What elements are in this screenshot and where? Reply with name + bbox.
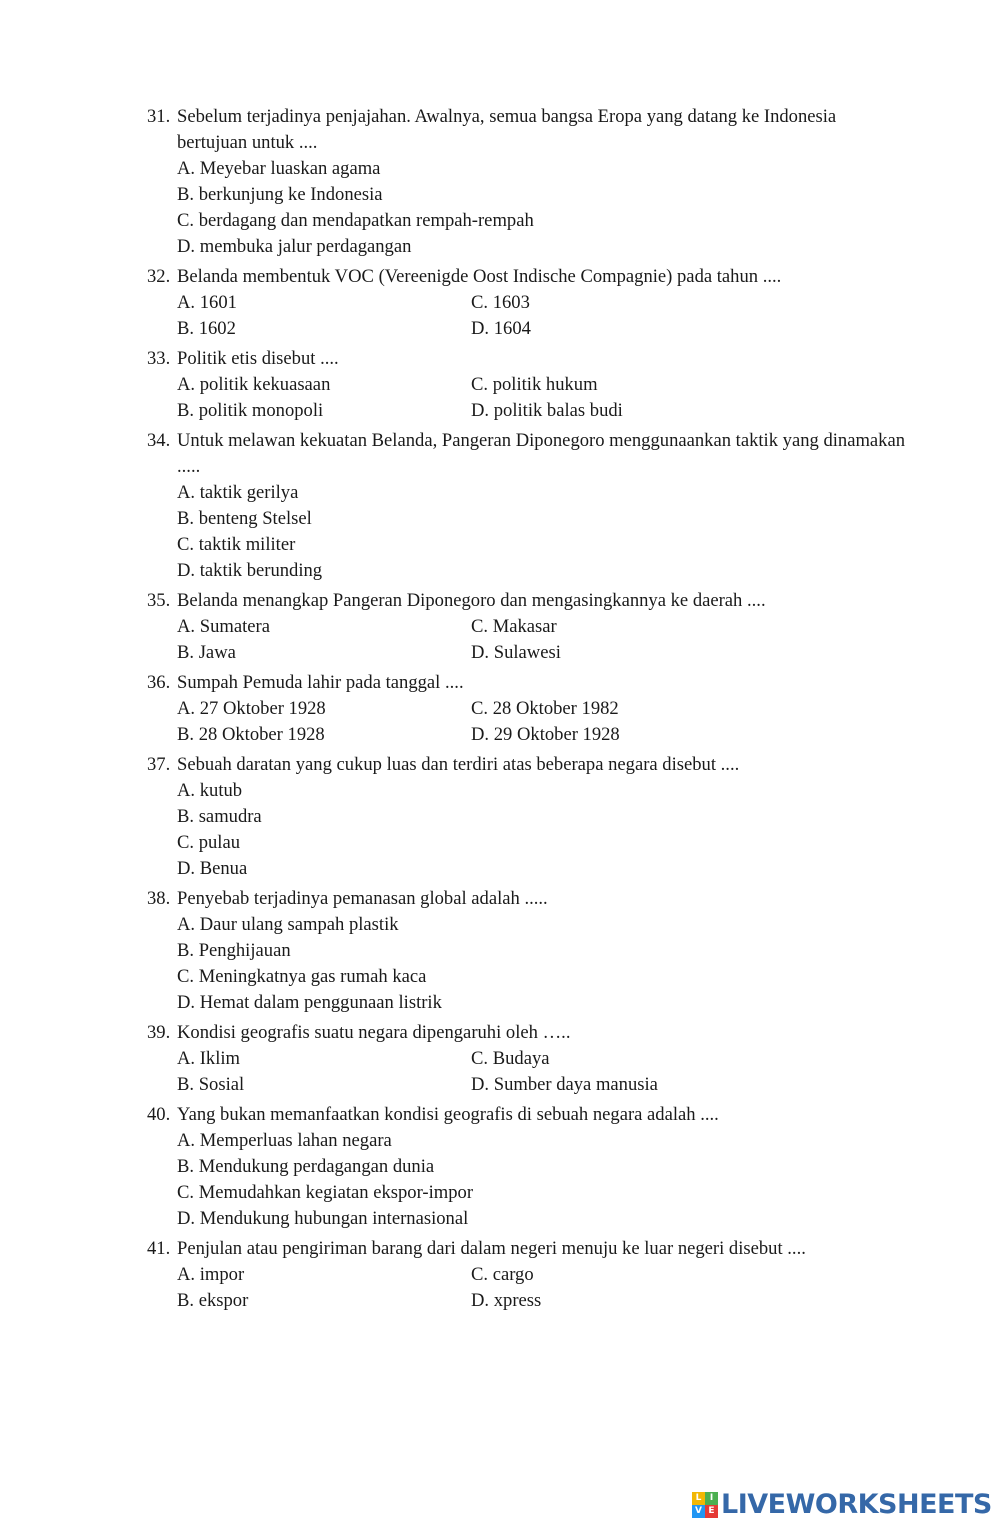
answer-option[interactable]: A. Sumatera	[177, 616, 270, 637]
answer-option[interactable]: B. Sosial	[177, 1074, 245, 1095]
answer-options	[147, 912, 907, 1016]
answer-option[interactable]: B. benteng Stelsel	[177, 508, 312, 529]
answer-option[interactable]: C. taktik militer	[177, 534, 296, 555]
answer-option[interactable]: D. politik balas budi	[471, 400, 623, 421]
answer-option[interactable]: C. Meningkatnya gas rumah kaca	[177, 966, 427, 987]
question-number: 40.	[147, 1104, 171, 1125]
question-text: Belanda menangkap Pangeran Diponegoro dan mengasingkannya ke daerah ....	[177, 590, 766, 611]
answer-options	[147, 778, 907, 882]
answer-options	[147, 1046, 907, 1098]
liveworksheets-footer	[692, 1488, 992, 1522]
question-text: Kondisi geografis suatu negara dipengaruhi oleh …..	[177, 1022, 571, 1043]
liveworksheets-logo-icon	[692, 1492, 718, 1518]
answer-option[interactable]: C. Memudahkan kegiatan ekspor-impor	[177, 1182, 474, 1203]
question-32	[147, 264, 907, 346]
question-stem	[147, 1102, 907, 1128]
answer-option[interactable]: B. samudra	[177, 806, 262, 827]
answer-option[interactable]: A. 27 Oktober 1928	[177, 698, 326, 719]
answer-option[interactable]: D. xpress	[471, 1290, 542, 1311]
answer-option[interactable]: C. Makasar	[471, 616, 557, 637]
question-text: Yang bukan memanfaatkan kondisi geografis di sebuah negara adalah ....	[177, 1104, 719, 1125]
question-41	[147, 1236, 907, 1318]
answer-option[interactable]: C. politik hukum	[471, 374, 598, 395]
question-number: 32.	[147, 266, 171, 287]
answer-option[interactable]: C. 28 Oktober 1982	[471, 698, 619, 719]
question-stem	[147, 1236, 907, 1262]
answer-option[interactable]: D. 1604	[471, 318, 531, 339]
question-number: 38.	[147, 888, 171, 909]
question-33	[147, 346, 907, 428]
question-stem	[147, 670, 907, 696]
answer-option[interactable]: B. ekspor	[177, 1290, 249, 1311]
question-text: Belanda membentuk VOC (Vereenigde Oost Indische Compagnie) pada tahun ....	[177, 266, 782, 287]
answer-option[interactable]: B. Penghijauan	[177, 940, 291, 961]
answer-option[interactable]: A. 1601	[177, 292, 237, 313]
answer-options	[147, 290, 907, 342]
question-text: Untuk melawan kekuatan Belanda, Pangeran Diponegoro menggunaankan taktik yang dinamakan .....	[177, 430, 906, 477]
question-stem	[147, 1020, 907, 1046]
answer-option[interactable]: A. taktik gerilya	[177, 482, 299, 503]
answer-option[interactable]: B. Mendukung perdagangan dunia	[177, 1156, 435, 1177]
logo-letter: E	[705, 1505, 718, 1518]
question-number: 31.	[147, 106, 171, 127]
answer-option[interactable]: A. kutub	[177, 780, 243, 801]
question-number: 35.	[147, 590, 171, 611]
answer-options	[147, 1128, 907, 1232]
brand-name: LIVEWORKSHEETS	[721, 1489, 992, 1520]
question-number: 36.	[147, 672, 171, 693]
answer-option[interactable]: B. berkunjung ke Indonesia	[177, 184, 383, 205]
question-text: Penyebab terjadinya pemanasan global adalah .....	[177, 888, 548, 909]
worksheet	[147, 104, 907, 1318]
answer-options	[147, 614, 907, 666]
answer-option[interactable]: A. impor	[177, 1264, 245, 1285]
answer-option[interactable]: B. Jawa	[177, 642, 236, 663]
answer-option[interactable]: C. Budaya	[471, 1048, 550, 1069]
question-34	[147, 428, 907, 588]
answer-option[interactable]: B. politik monopoli	[177, 400, 324, 421]
question-stem	[147, 752, 907, 778]
question-stem	[147, 264, 907, 290]
question-stem	[147, 886, 907, 912]
answer-options	[147, 480, 907, 584]
answer-option[interactable]: D. Mendukung hubungan internasional	[177, 1208, 469, 1229]
question-text: Sebelum terjadinya penjajahan. Awalnya, semua bangsa Eropa yang datang ke Indonesia bertujuan untuk ....	[177, 106, 837, 153]
question-stem	[147, 428, 907, 480]
question-spacer	[147, 1314, 907, 1318]
question-35	[147, 588, 907, 670]
answer-option[interactable]: C. cargo	[471, 1264, 534, 1285]
answer-option[interactable]: C. pulau	[177, 832, 241, 853]
answer-option[interactable]: D. 29 Oktober 1928	[471, 724, 620, 745]
question-39	[147, 1020, 907, 1102]
answer-options	[147, 696, 907, 748]
answer-option[interactable]: C. berdagang dan mendapatkan rempah-rempah	[177, 210, 534, 231]
question-text: Politik etis disebut ....	[177, 348, 339, 369]
answer-option[interactable]: D. membuka jalur perdagangan	[177, 236, 412, 257]
question-36	[147, 670, 907, 752]
question-stem	[147, 346, 907, 372]
question-37	[147, 752, 907, 886]
question-number: 33.	[147, 348, 171, 369]
answer-option[interactable]: B. 28 Oktober 1928	[177, 724, 325, 745]
question-text: Sebuah daratan yang cukup luas dan terdiri atas beberapa negara disebut ....	[177, 754, 740, 775]
question-38	[147, 886, 907, 1020]
question-stem	[147, 588, 907, 614]
logo-letter: V	[692, 1505, 705, 1518]
question-number: 34.	[147, 430, 171, 451]
question-list	[147, 104, 907, 1318]
question-text: Sumpah Pemuda lahir pada tanggal ....	[177, 672, 464, 693]
question-stem	[147, 104, 907, 156]
answer-option[interactable]: D. Hemat dalam penggunaan listrik	[177, 992, 442, 1013]
answer-option[interactable]: C. 1603	[471, 292, 530, 313]
question-31	[147, 104, 907, 264]
answer-option[interactable]: A. Memperluas lahan negara	[177, 1130, 392, 1151]
question-number: 39.	[147, 1022, 171, 1043]
answer-option[interactable]: D. taktik berunding	[177, 560, 323, 581]
question-number: 37.	[147, 754, 171, 775]
answer-option[interactable]: A. Iklim	[177, 1048, 241, 1069]
answer-options	[147, 372, 907, 424]
answer-options	[147, 1262, 907, 1314]
answer-option[interactable]: A. politik kekuasaan	[177, 374, 331, 395]
answer-option[interactable]: A. Meyebar luaskan agama	[177, 158, 381, 179]
question-40	[147, 1102, 907, 1236]
logo-letter: I	[705, 1492, 718, 1505]
answer-options	[147, 156, 907, 260]
answer-option[interactable]: D. Sumber daya manusia	[471, 1074, 658, 1095]
answer-option[interactable]: D. Benua	[177, 858, 248, 879]
question-text: Penjulan atau pengiriman barang dari dalam negeri menuju ke luar negeri disebut ....	[177, 1238, 806, 1259]
answer-option[interactable]: B. 1602	[177, 318, 236, 339]
question-number: 41.	[147, 1238, 171, 1259]
answer-option[interactable]: A. Daur ulang sampah plastik	[177, 914, 399, 935]
logo-letter: L	[692, 1492, 705, 1505]
answer-option[interactable]: D. Sulawesi	[471, 642, 561, 663]
